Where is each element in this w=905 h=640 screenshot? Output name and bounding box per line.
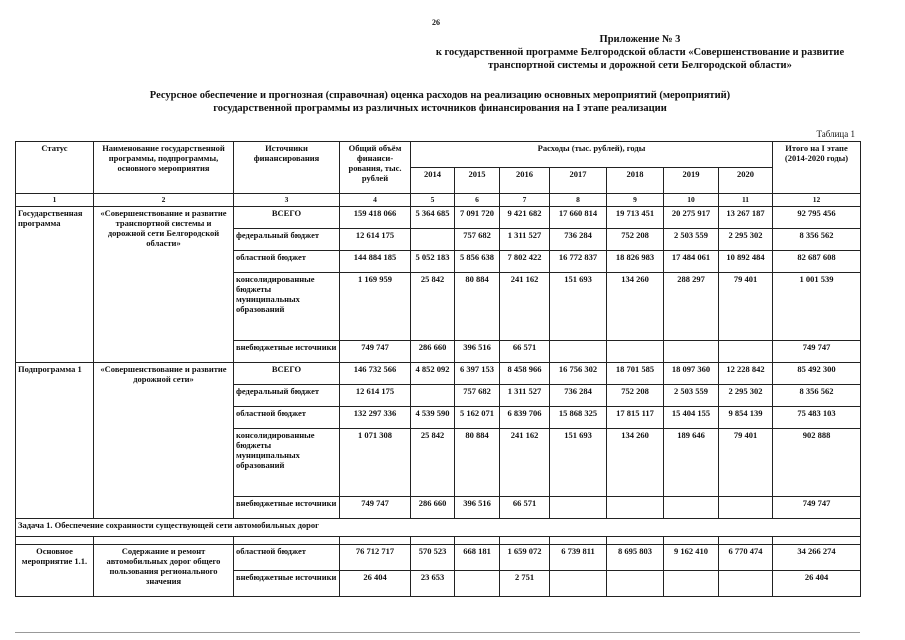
row-year-value: 2 503 559 (664, 385, 719, 407)
header-name: Наименование государственной программы, подпрограммы, основного мероприятия (94, 142, 234, 194)
row-year-value: 752 208 (607, 229, 664, 251)
row-year-value (550, 497, 607, 519)
column-number: 4 (340, 194, 411, 207)
row-total: 749 747 (340, 497, 411, 519)
row-year-value: 80 884 (455, 429, 500, 497)
table-row (16, 363, 861, 385)
row-year-value: 151 693 (550, 273, 607, 341)
row-total: 76 712 717 (340, 545, 411, 571)
row-total: 159 418 066 (340, 207, 411, 229)
column-number: 1 (16, 194, 94, 207)
row-year-value: 1 659 072 (500, 545, 550, 571)
empty-cell (340, 537, 411, 545)
row-year-value: 757 682 (455, 229, 500, 251)
header-year: 2014 (411, 168, 455, 194)
row-source: федеральный бюджет (234, 229, 340, 251)
row-stage-total: 26 404 (773, 571, 861, 597)
row-year-value: 189 646 (664, 429, 719, 497)
row-status: Государственная программа (16, 207, 94, 363)
row-year-value (607, 341, 664, 363)
empty-cell (664, 537, 719, 545)
row-source: областной бюджет (234, 407, 340, 429)
empty-cell (94, 537, 234, 545)
row-year-value: 8 458 966 (500, 363, 550, 385)
row-year-value: 757 682 (455, 385, 500, 407)
row-year-value: 66 571 (500, 341, 550, 363)
row-year-value: 151 693 (550, 429, 607, 497)
header-stage-total: Итого на I этапе (2014-2020 годы) (773, 142, 861, 194)
row-year-value: 20 275 917 (664, 207, 719, 229)
row-year-value: 18 701 585 (607, 363, 664, 385)
row-year-value: 134 260 (607, 273, 664, 341)
row-year-value: 18 826 983 (607, 251, 664, 273)
row-year-value: 6 839 706 (500, 407, 550, 429)
row-year-value: 17 660 814 (550, 207, 607, 229)
header-expenses: Расходы (тыс. рублей), годы (411, 142, 773, 168)
column-number: 3 (234, 194, 340, 207)
header-status: Статус (16, 142, 94, 194)
row-stage-total: 749 747 (773, 341, 861, 363)
empty-cell (500, 537, 550, 545)
row-name: Содержание и ремонт автомобильных дорог общего пользования регионального значения (94, 545, 234, 597)
row-year-value: 4 539 590 (411, 407, 455, 429)
row-year-value: 6 397 153 (455, 363, 500, 385)
empty-cell (234, 537, 340, 545)
task-row (16, 519, 861, 537)
task-title: Задача 1. Обеспечение сохранности существующей сети автомобильных дорог (16, 519, 861, 537)
row-year-value: 7 802 422 (500, 251, 550, 273)
page-bottom-divider (15, 632, 860, 633)
row-year-value: 79 401 (719, 273, 773, 341)
row-year-value: 15 404 155 (664, 407, 719, 429)
row-stage-total: 8 356 562 (773, 385, 861, 407)
row-source: областной бюджет (234, 545, 340, 571)
column-number: 6 (455, 194, 500, 207)
row-source: консолидированные бюджеты муниципальных образований (234, 273, 340, 341)
row-year-value: 288 297 (664, 273, 719, 341)
row-year-value: 66 571 (500, 497, 550, 519)
row-year-value: 17 484 061 (664, 251, 719, 273)
row-year-value: 396 516 (455, 497, 500, 519)
row-year-value: 12 228 842 (719, 363, 773, 385)
column-number-row (16, 194, 861, 207)
row-year-value: 9 854 139 (719, 407, 773, 429)
row-source: ВСЕГО (234, 363, 340, 385)
empty-cell (607, 537, 664, 545)
row-year-value: 570 523 (411, 545, 455, 571)
table-body (16, 142, 861, 597)
row-year-value: 134 260 (607, 429, 664, 497)
row-year-value: 17 815 117 (607, 407, 664, 429)
column-number: 5 (411, 194, 455, 207)
row-source: внебюджетные источники (234, 571, 340, 597)
row-year-value: 241 162 (500, 273, 550, 341)
table-row (16, 545, 861, 571)
row-year-value (719, 341, 773, 363)
column-number: 10 (664, 194, 719, 207)
row-status: Подпрограмма 1 (16, 363, 94, 519)
row-source: консолидированные бюджеты муниципальных образований (234, 429, 340, 497)
header-year: 2016 (500, 168, 550, 194)
row-year-value: 19 713 451 (607, 207, 664, 229)
row-year-value: 736 284 (550, 385, 607, 407)
row-year-value (411, 385, 455, 407)
row-year-value (411, 229, 455, 251)
row-year-value: 286 660 (411, 341, 455, 363)
header-row-top (16, 142, 861, 168)
row-year-value: 241 162 (500, 429, 550, 497)
row-year-value (664, 571, 719, 597)
header-year: 2017 (550, 168, 607, 194)
row-total: 26 404 (340, 571, 411, 597)
row-year-value: 2 751 (500, 571, 550, 597)
row-total: 12 614 175 (340, 385, 411, 407)
header-year: 2020 (719, 168, 773, 194)
row-status: Основное мероприятие 1.1. (16, 545, 94, 597)
empty-cell (455, 537, 500, 545)
row-year-value: 18 097 360 (664, 363, 719, 385)
empty-cell (411, 537, 455, 545)
empty-cell (719, 537, 773, 545)
row-total: 12 614 175 (340, 229, 411, 251)
row-year-value: 23 653 (411, 571, 455, 597)
row-year-value (719, 571, 773, 597)
document-title (60, 89, 820, 115)
document-title-line-2: государственной программы из различных источников финансирования на I этапе реализации (213, 103, 667, 114)
row-year-value (719, 497, 773, 519)
row-year-value: 2 503 559 (664, 229, 719, 251)
row-year-value: 396 516 (455, 341, 500, 363)
row-stage-total: 92 795 456 (773, 207, 861, 229)
header-sources: Источники финансирования (234, 142, 340, 194)
row-year-value: 8 695 803 (607, 545, 664, 571)
row-year-value: 5 364 685 (411, 207, 455, 229)
row-year-value: 668 181 (455, 545, 500, 571)
row-year-value: 9 421 682 (500, 207, 550, 229)
row-total: 132 297 336 (340, 407, 411, 429)
column-number: 7 (500, 194, 550, 207)
row-source: областной бюджет (234, 251, 340, 273)
row-year-value: 9 162 410 (664, 545, 719, 571)
row-year-value: 6 739 811 (550, 545, 607, 571)
row-year-value (607, 571, 664, 597)
spacer-row (16, 537, 861, 545)
empty-cell (773, 537, 861, 545)
row-year-value: 1 311 527 (500, 385, 550, 407)
row-stage-total: 85 492 300 (773, 363, 861, 385)
column-number: 2 (94, 194, 234, 207)
row-stage-total: 749 747 (773, 497, 861, 519)
header-year: 2015 (455, 168, 500, 194)
column-number: 9 (607, 194, 664, 207)
row-stage-total: 75 483 103 (773, 407, 861, 429)
header-total: Общий объём финанси-рования, тыс. рублей (340, 142, 411, 194)
row-year-value: 5 162 071 (455, 407, 500, 429)
row-year-value: 13 267 187 (719, 207, 773, 229)
row-year-value: 5 052 183 (411, 251, 455, 273)
row-stage-total: 1 001 539 (773, 273, 861, 341)
funding-table (15, 141, 861, 597)
row-year-value: 16 756 302 (550, 363, 607, 385)
row-year-value (550, 571, 607, 597)
row-year-value (664, 341, 719, 363)
empty-cell (550, 537, 607, 545)
row-year-value: 6 770 474 (719, 545, 773, 571)
row-name: «Совершенствование и развитие дорожной сети» (94, 363, 234, 519)
column-number: 11 (719, 194, 773, 207)
appendix-line-1: Приложение № 3 (599, 34, 681, 45)
row-year-value: 736 284 (550, 229, 607, 251)
document-title-line-1: Ресурсное обеспечение и прогнозная (справочная) оценка расходов на реализацию основных мероприятий (мероприятий) (149, 90, 731, 101)
row-year-value: 5 856 638 (455, 251, 500, 273)
row-year-value: 2 295 302 (719, 229, 773, 251)
row-year-value: 4 852 092 (411, 363, 455, 385)
row-total: 146 732 566 (340, 363, 411, 385)
row-name: «Совершенствование и развитие транспортной системы и дорожной сети Белгородской области» (94, 207, 234, 363)
row-year-value: 10 892 484 (719, 251, 773, 273)
row-year-value: 25 842 (411, 273, 455, 341)
row-year-value: 7 091 720 (455, 207, 500, 229)
row-source: ВСЕГО (234, 207, 340, 229)
row-year-value (664, 497, 719, 519)
column-number: 12 (773, 194, 861, 207)
appendix-header (380, 33, 900, 72)
row-year-value: 752 208 (607, 385, 664, 407)
row-stage-total: 8 356 562 (773, 229, 861, 251)
page-number: 26 (432, 18, 440, 27)
row-year-value: 16 772 837 (550, 251, 607, 273)
row-total: 749 747 (340, 341, 411, 363)
row-source: внебюджетные источники (234, 497, 340, 519)
row-year-value: 25 842 (411, 429, 455, 497)
header-year: 2018 (607, 168, 664, 194)
column-number: 8 (550, 194, 607, 207)
row-total: 1 169 959 (340, 273, 411, 341)
row-year-value (607, 497, 664, 519)
row-year-value: 79 401 (719, 429, 773, 497)
row-year-value (550, 341, 607, 363)
row-total: 1 071 308 (340, 429, 411, 497)
row-year-value: 2 295 302 (719, 385, 773, 407)
appendix-line-2: к государственной программе Белгородской области «Совершенствование и развитие (435, 47, 845, 58)
table-row (16, 207, 861, 229)
row-source: федеральный бюджет (234, 385, 340, 407)
empty-cell (16, 537, 94, 545)
row-stage-total: 902 888 (773, 429, 861, 497)
row-stage-total: 34 266 274 (773, 545, 861, 571)
row-source: внебюджетные источники (234, 341, 340, 363)
appendix-line-3: транспортной системы и дорожной сети Белгородской области» (488, 60, 792, 71)
header-year: 2019 (664, 168, 719, 194)
row-year-value: 80 884 (455, 273, 500, 341)
row-year-value: 15 868 325 (550, 407, 607, 429)
row-year-value: 1 311 527 (500, 229, 550, 251)
row-total: 144 884 185 (340, 251, 411, 273)
row-stage-total: 82 687 608 (773, 251, 861, 273)
table-label: Таблица 1 (816, 129, 855, 139)
row-year-value: 286 660 (411, 497, 455, 519)
row-year-value (455, 571, 500, 597)
